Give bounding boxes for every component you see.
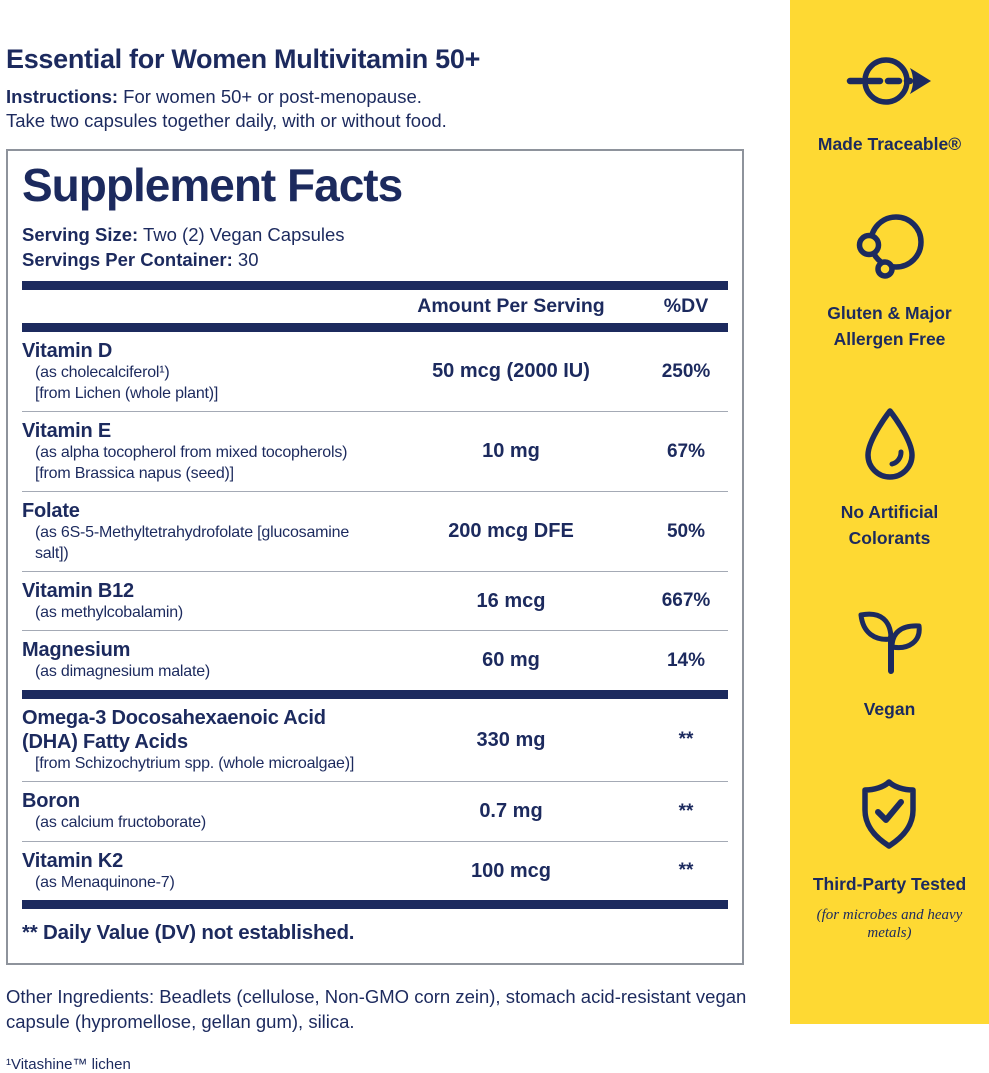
other-ingredients-text: Other Ingredients: Beadlets (cellulose, Non-GMO corn zein), stomach acid-resistant vegan capsule (hypromellose, gellan gum), silica. <box>6 986 747 1032</box>
table-row-vitamin-e <box>22 412 728 491</box>
ingredient-amount: 100 mcg <box>470 859 552 882</box>
ingredient-name: Boron <box>22 790 80 813</box>
ingredient-name: Vitamin B12 <box>22 580 134 603</box>
ingredient-amount: 10 mg <box>482 440 540 463</box>
servings-per-container-line <box>22 248 728 272</box>
badge-third-party-tested <box>813 776 966 943</box>
badge-note: (for microbes and heavy metals) <box>816 906 963 942</box>
dv-header: %DV <box>663 295 709 318</box>
table-row-boron <box>22 782 728 840</box>
table-row-vitamin-d <box>22 332 728 411</box>
badge-allergen-free <box>810 211 970 352</box>
instructions-label: Instructions: <box>6 86 119 107</box>
badge-made-traceable <box>818 50 961 157</box>
badge-label: No Artificial Colorants <box>840 502 939 548</box>
supplement-facts-title: Supplement Facts <box>22 159 403 212</box>
ingredient-source: (as cholecalciferol¹) <box>35 364 170 382</box>
divider-bar <box>22 900 728 909</box>
instructions-line2: Take two capsules together daily, with or without food. <box>6 110 447 132</box>
ingredient-dv: ** <box>678 860 694 882</box>
ingredient-name: Vitamin K2 <box>22 849 123 872</box>
serving-info <box>22 223 728 272</box>
ingredient-dv: ** <box>678 729 694 751</box>
allergen-free-molecule-icon <box>854 211 926 281</box>
instructions-rest: For women 50+ or post-menopause. <box>118 86 422 107</box>
table-row-vitamin-k2 <box>22 842 728 900</box>
divider-bar <box>22 690 728 699</box>
ingredient-dv: ** <box>678 800 694 822</box>
servings-label: Servings Per Container: <box>22 248 233 270</box>
vitashine-footnote: ¹Vitashine™ lichen <box>6 1056 131 1073</box>
table-row-folate <box>22 492 728 571</box>
divider-bar <box>22 323 728 332</box>
benefits-sidebar <box>790 0 989 1024</box>
ingredient-amount: 330 mg <box>476 728 546 751</box>
sprout-icon <box>855 605 925 677</box>
ingredient-amount: 0.7 mg <box>479 800 543 823</box>
table-row-omega-3-dha <box>22 699 728 781</box>
serving-size-label: Serving Size: <box>22 224 139 246</box>
badge-label: Gluten & Major Allergen Free <box>827 303 952 349</box>
droplet-icon <box>858 406 922 480</box>
ingredient-dv: 667% <box>661 590 711 612</box>
ingredient-source: (as alpha tocopherol from mixed tocopherols) <box>35 444 348 462</box>
ingredient-amount: 60 mg <box>482 649 540 672</box>
ingredient-name: Magnesium <box>22 639 131 662</box>
instructions-line1 <box>6 85 784 109</box>
ingredient-source: (as Menaquinone-7) <box>35 873 175 891</box>
instructions-text <box>6 85 784 133</box>
shield-check-icon <box>855 776 923 852</box>
ingredient-source: (as methylcobalamin) <box>35 604 184 622</box>
table-header-row <box>22 290 728 323</box>
supplement-facts-panel <box>6 149 744 965</box>
ingredient-name: Vitamin D <box>22 340 113 363</box>
ingredient-dv: 50% <box>666 520 706 542</box>
serving-size-line <box>22 223 728 247</box>
badge-no-artificial-colorants <box>810 406 970 551</box>
ingredient-amount: 16 mcg <box>476 589 546 612</box>
table-row-vitamin-b12 <box>22 572 728 630</box>
dv-footnote: ** Daily Value (DV) not established. <box>22 921 355 945</box>
badge-vegan <box>855 605 925 722</box>
ingredient-name: Omega-3 Docosahexaenoic Acid (DHA) Fatty Acids <box>22 706 326 753</box>
badge-label: Third-Party Tested <box>812 874 967 895</box>
badge-label: Vegan <box>863 698 916 719</box>
traceable-arrow-icon <box>844 50 936 112</box>
ingredient-source: (as 6S-5-Methyltetrahydrofolate [glucosamine salt]) <box>35 524 350 562</box>
ingredient-dv: 67% <box>666 440 706 462</box>
table-row-magnesium <box>22 631 728 689</box>
badge-label: Made Traceable® <box>817 134 962 154</box>
ingredient-dv: 14% <box>666 649 706 671</box>
ingredient-source: (as calcium fructoborate) <box>35 814 207 832</box>
ingredient-dv: 250% <box>661 360 711 382</box>
ingredient-source: [from Schizochytrium spp. (whole microalgae)] <box>35 754 355 772</box>
serving-size-value: Two (2) Vegan Capsules <box>138 224 345 246</box>
product-title: Essential for Women Multivitamin 50+ <box>6 44 481 74</box>
ingredient-source: [from Lichen (whole plant)] <box>35 384 219 402</box>
ingredient-name: Vitamin E <box>22 420 111 443</box>
divider-bar <box>22 281 728 290</box>
ingredient-source: (as dimagnesium malate) <box>35 663 211 681</box>
amount-per-serving-header: Amount Per Serving <box>417 295 605 318</box>
ingredient-amount: 50 mcg (2000 IU) <box>432 360 590 383</box>
ingredient-source: [from Brassica napus (seed)] <box>35 464 234 482</box>
servings-value: 30 <box>232 248 259 270</box>
ingredient-amount: 200 mcg DFE <box>448 520 574 543</box>
ingredient-name: Folate <box>22 500 80 523</box>
